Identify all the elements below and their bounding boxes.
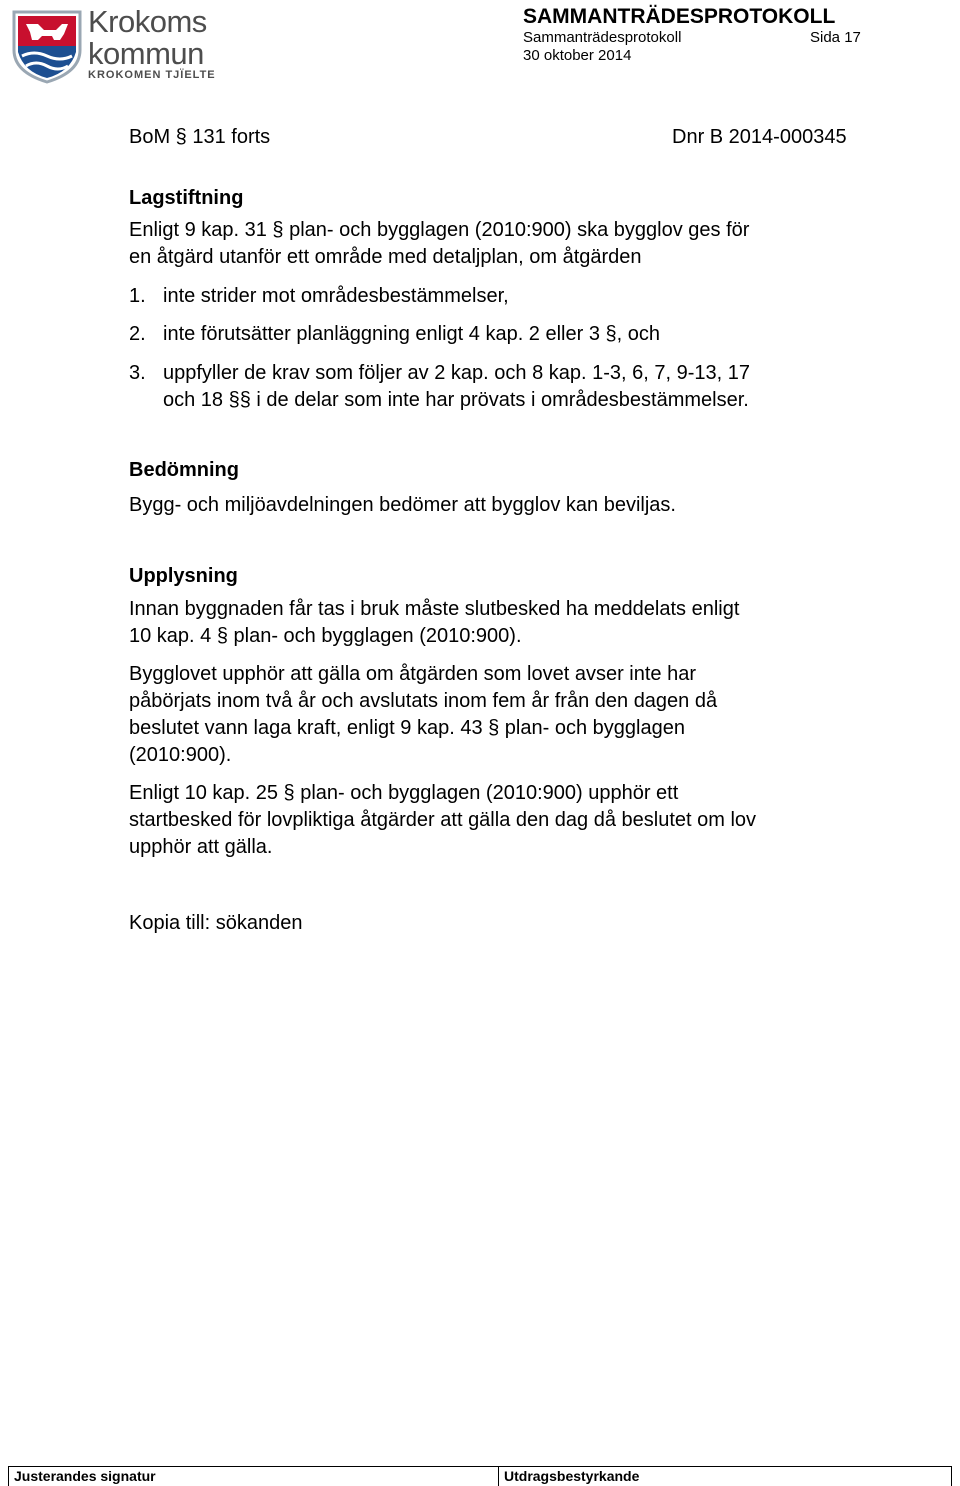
- list-item-number: 2.: [129, 323, 146, 345]
- upplysning-p2-line1: Bygglovet upphör att gälla om åtgärden som lovet avser inte har: [129, 663, 696, 685]
- list-item-number: 3.: [129, 362, 146, 384]
- copy-to: Kopia till: sökanden: [129, 912, 303, 934]
- upplysning-p2-line4: (2010:900).: [129, 744, 232, 766]
- upplysning-p2-line3: beslutet vann laga kraft, enligt 9 kap. 43 § plan- och bygglagen: [129, 717, 685, 739]
- upplysning-p3-line2: startbesked för lovpliktiga åtgärder att gälla den dag då beslutet om lov: [129, 809, 757, 831]
- case-number: Dnr B 2014-000345: [672, 126, 847, 148]
- paragraph-reference: BoM § 131 forts: [129, 126, 271, 148]
- upplysning-p1-line2: 10 kap. 4 § plan- och bygglagen (2010:900).: [129, 625, 522, 647]
- page-number: Sida 17: [810, 29, 861, 46]
- list-item-text: uppfyller de krav som följer av 2 kap. och 8 kap. 1-3, 6, 7, 9-13, 17: [163, 362, 750, 384]
- certification-label: Utdragsbestyrkande: [504, 1468, 640, 1484]
- logo-name-line1: Krokoms: [88, 4, 207, 39]
- list-item-text-continued: och 18 §§ i de delar som inte har prövats i områdesbestämmelser.: [163, 389, 749, 411]
- footer-divider: [498, 1466, 499, 1486]
- lagstiftning-heading: Lagstiftning: [129, 187, 244, 209]
- bedomning-text: Bygg- och miljöavdelningen bedömer att bygglov kan beviljas.: [129, 494, 676, 516]
- meeting-date: 30 oktober 2014: [523, 47, 632, 64]
- logo-name-line2: kommun: [88, 36, 204, 71]
- bedomning-heading: Bedömning: [129, 459, 239, 481]
- list-item-text: inte strider mot områdesbestämmelser,: [163, 285, 509, 307]
- signature-label: Justerandes signatur: [14, 1468, 156, 1484]
- document-title: SAMMANTRÄDESPROTOKOLL: [523, 5, 836, 28]
- logo-subtitle: KROKOMEN TJÏELTE: [88, 69, 216, 81]
- upplysning-p3-line1: Enligt 10 kap. 25 § plan- och bygglagen (2010:900) upphör ett: [129, 782, 679, 804]
- upplysning-p1-line1: Innan byggnaden får tas i bruk måste slutbesked ha meddelats enligt: [129, 598, 740, 620]
- upplysning-heading: Upplysning: [129, 565, 238, 587]
- list-item-text: inte förutsätter planläggning enligt 4 kap. 2 eller 3 §, och: [163, 323, 660, 345]
- lagstiftning-intro-line1: Enligt 9 kap. 31 § plan- och bygglagen (2010:900) ska bygglov ges för: [129, 219, 750, 241]
- coat-of-arms-icon: [10, 6, 84, 84]
- document-subtitle: Sammanträdesprotokoll: [523, 29, 682, 46]
- list-item-number: 1.: [129, 285, 146, 307]
- upplysning-p3-line3: upphör att gälla.: [129, 836, 273, 858]
- municipality-logo: [8, 4, 223, 86]
- lagstiftning-intro-line2: en åtgärd utanför ett område med detaljplan, om åtgärden: [129, 246, 642, 268]
- upplysning-p2-line2: påbörjats inom två år och avslutats inom fem år från den dagen då: [129, 690, 718, 712]
